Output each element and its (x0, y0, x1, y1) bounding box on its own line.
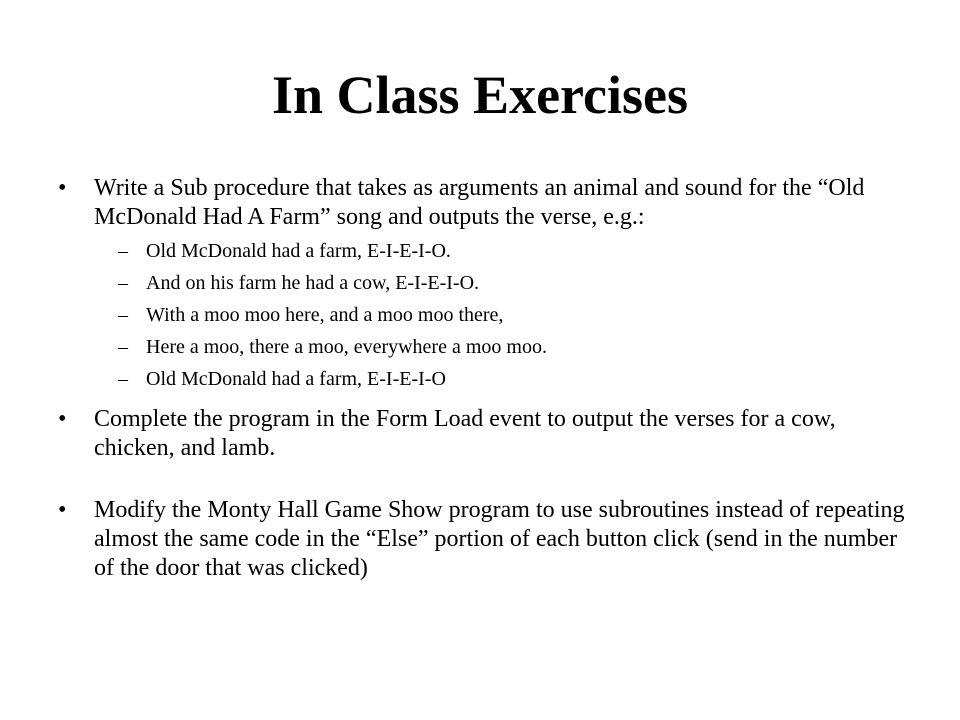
verse-list (58, 239, 918, 391)
bullet-marker: • (58, 497, 67, 523)
verse-line (118, 271, 918, 295)
bullet-text: Complete the program in the Form Load event to output the verses for a cow, chicken, and lamb. (94, 406, 836, 461)
verse-line (118, 335, 918, 359)
dash-marker: – (118, 336, 128, 358)
verse-line-text: Old McDonald had a farm, E-I-E-I-O (146, 368, 446, 390)
bullet-item-form-load (58, 405, 918, 463)
bullet-marker: • (58, 175, 67, 201)
bullet-item-monty-hall (58, 496, 918, 583)
verse-line (118, 303, 918, 327)
verse-line-text: And on his farm he had a cow, E-I-E-I-O. (146, 272, 480, 294)
dash-marker: – (118, 272, 128, 294)
dash-marker: – (118, 304, 128, 326)
verse-line-text: With a moo moo here, and a moo moo there, (146, 304, 504, 326)
bullet-text: Write a Sub procedure that takes as arguments an animal and sound for the “Old McDonald Had A Farm” song and outputs the verse, e.g.: (94, 175, 865, 230)
verse-line (118, 367, 918, 391)
dash-marker: – (118, 368, 128, 390)
bullet-item-sub-procedure (58, 174, 918, 232)
verse-line (118, 239, 918, 263)
verse-line-text: Old McDonald had a farm, E-I-E-I-O. (146, 240, 451, 262)
slide-content (58, 174, 918, 583)
verse-line-text: Here a moo, there a moo, everywhere a moo moo. (146, 336, 547, 358)
bullet-marker: • (58, 406, 67, 432)
dash-marker: – (118, 240, 128, 262)
bullet-text: Modify the Monty Hall Game Show program to use subroutines instead of repeating almost the same code in the “Else” portion of each button click (send in the number of the door that was clicked) (94, 497, 905, 581)
slide-title: In Class Exercises (271, 65, 689, 125)
